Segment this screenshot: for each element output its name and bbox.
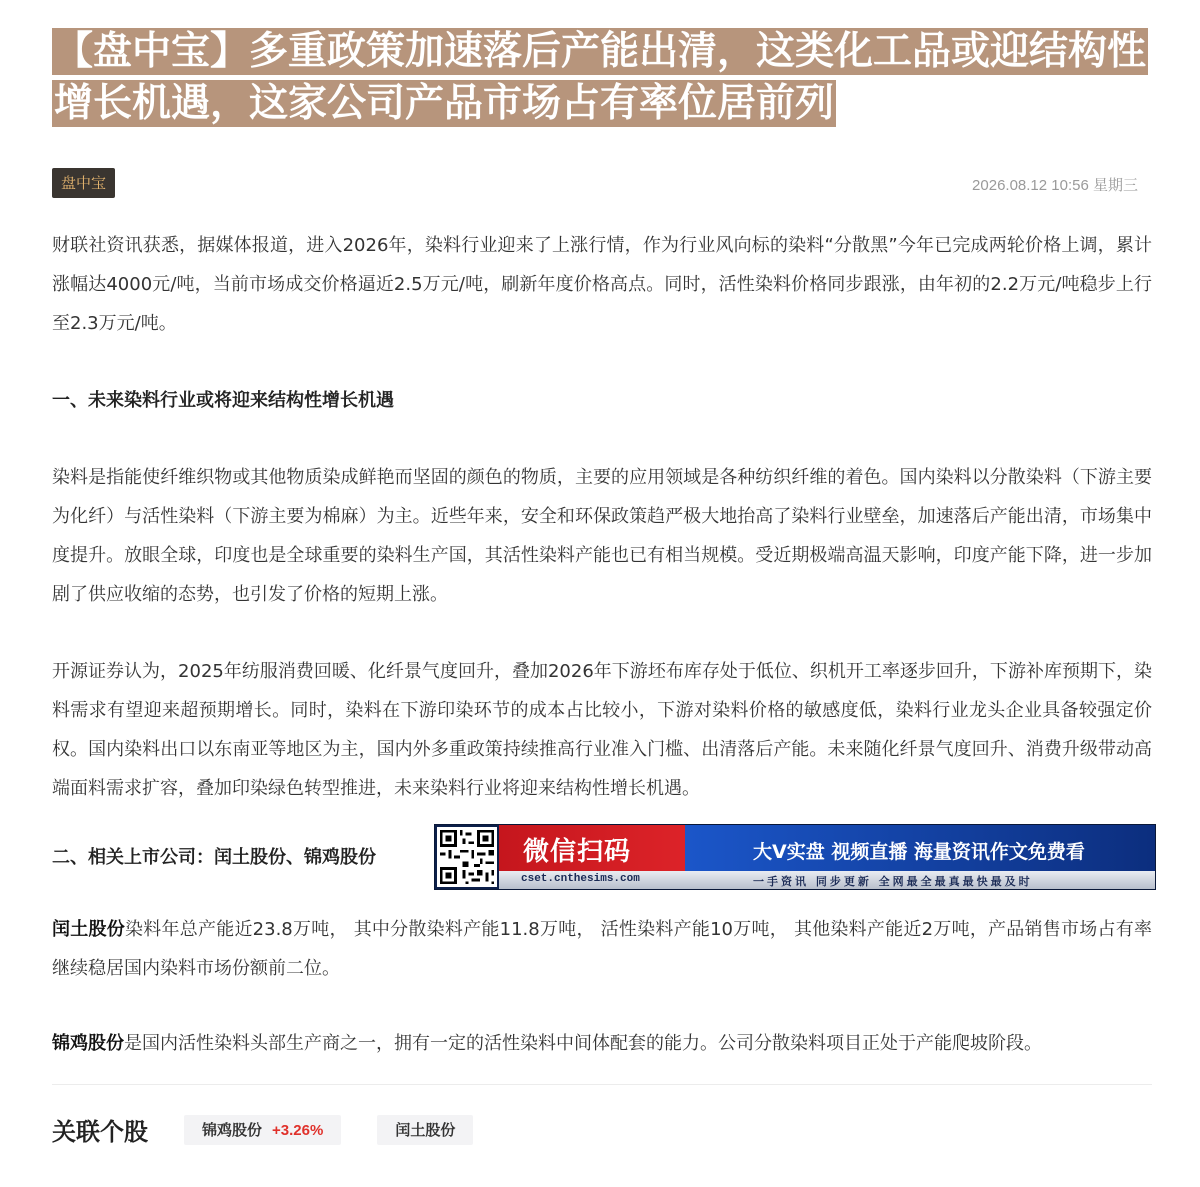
publish-timestamp: 2026.08.12 10:56 星期三 <box>972 177 1138 194</box>
section2-heading: 二、相关上市公司：闰土股份、锦鸡股份 <box>52 847 376 868</box>
section1-paragraph-2: 开源证券认为，2025年纺服消费回暖、化纤景气度回升，叠加2026年下游坯布库存处于低位、织机开工率逐步回升，下游补库预期下，染料需求有望迎来超预期增长。同时，染料在下游印染环节的成本占比较小，下游对染料价格的敏感度低，染料行业龙头企业具备较强定价权。国内染料出口以东南亚等地区为主，国内外多重政策持续推高行业准入门槛、出清落后产能。未来随化纤景气度回升、消费升级带动高端面料需求扩容，叠加印染绿色转型推进，未来染料行业将迎来结构性增长机遇。 <box>52 661 1152 799</box>
section1-heading: 一、未来染料行业或将迎来结构性增长机遇 <box>52 390 394 411</box>
footer-divider <box>52 1084 1152 1085</box>
company2-name[interactable]: 锦鸡股份 <box>52 1033 124 1054</box>
stock-name: 锦鸡股份 <box>202 1120 263 1139</box>
source-badge[interactable]: 盘中宝 <box>52 168 115 198</box>
company2-paragraph <box>52 1024 1152 1063</box>
intro-paragraph: 财联社资讯获悉，据媒体报道，进入2026年，染料行业迎来了上涨行情，作为行业风向标的染料“分散黑”今年已完成两轮价格上调，累计涨幅达4000元/吨，当前市场成交价格逼近2.5万元/吨，刷新年度价格高点。同时，活性染料价格同步跟涨，由年初的2.2万元/吨稳步上行至2.3万元/吨。 <box>52 235 1152 334</box>
banner-scan-text: 微信扫码 <box>523 837 632 867</box>
article-title-text: 【盘中宝】多重政策加速落后产能出清，这类化工品或迎结构性增长机遇，这家公司产品市场占有率位居前列 <box>54 29 1147 126</box>
stock-chip-jinji[interactable] <box>184 1115 341 1145</box>
section1-paragraph-1: 染料是指能使纤维织物或其他物质染成鲜艳而坚固的颜色的物质，主要的应用领域是各种纺织纤维的着色。国内染料以分散染料（下游主要为化纤）与活性染料（下游主要为棉麻）为主。近些年来，安全和环保政策趋严极大地抬高了染料行业壁垒，加速落后产能出清，市场集中度提升。放眼全球，印度也是全球重要的染料生产国，其活性染料产能也已有相当规模。受近期极端高温天影响，印度产能下降，进一步加剧了供应收缩的态势，也引发了价格的短期上涨。 <box>52 467 1152 605</box>
wechat-qr-banner[interactable] <box>434 824 1156 890</box>
stock-change: +3.26% <box>272 1121 324 1139</box>
section2-row <box>52 824 1152 890</box>
banner-slogan: 一手资讯 同步更新 全网最全最真最快最及时 <box>753 875 1033 888</box>
stock-name: 闰土股份 <box>395 1120 456 1139</box>
banner-site-url: cset.cnthesims.com <box>521 873 640 885</box>
title-block <box>52 26 1152 130</box>
related-stocks-label: 关联个股 <box>52 1118 148 1146</box>
company1-paragraph <box>52 910 1152 988</box>
related-stocks <box>52 1112 509 1147</box>
company1-name[interactable]: 闰土股份 <box>52 919 125 940</box>
stock-chip-runtu[interactable] <box>377 1115 473 1145</box>
company2-text: 是国内活性染料头部生产商之一，拥有一定的活性染料中间体配套的能力。公司分散染料项目正处于产能爬坡阶段。 <box>124 1033 1042 1054</box>
article-title <box>52 26 1152 130</box>
qr-code-icon <box>437 827 497 887</box>
banner-promo-text: 大V实盘 视频直播 海量资讯作文免费看 <box>753 841 1085 863</box>
article-body <box>52 226 1152 1063</box>
company1-text: 染料年总产能近23.8万吨， 其中分散染料产能11.8万吨， 活性染料产能10万吨， 其他染料产能近2万吨，产品销售市场占有率继续稳居国内染料市场份额前二位。 <box>52 919 1152 979</box>
